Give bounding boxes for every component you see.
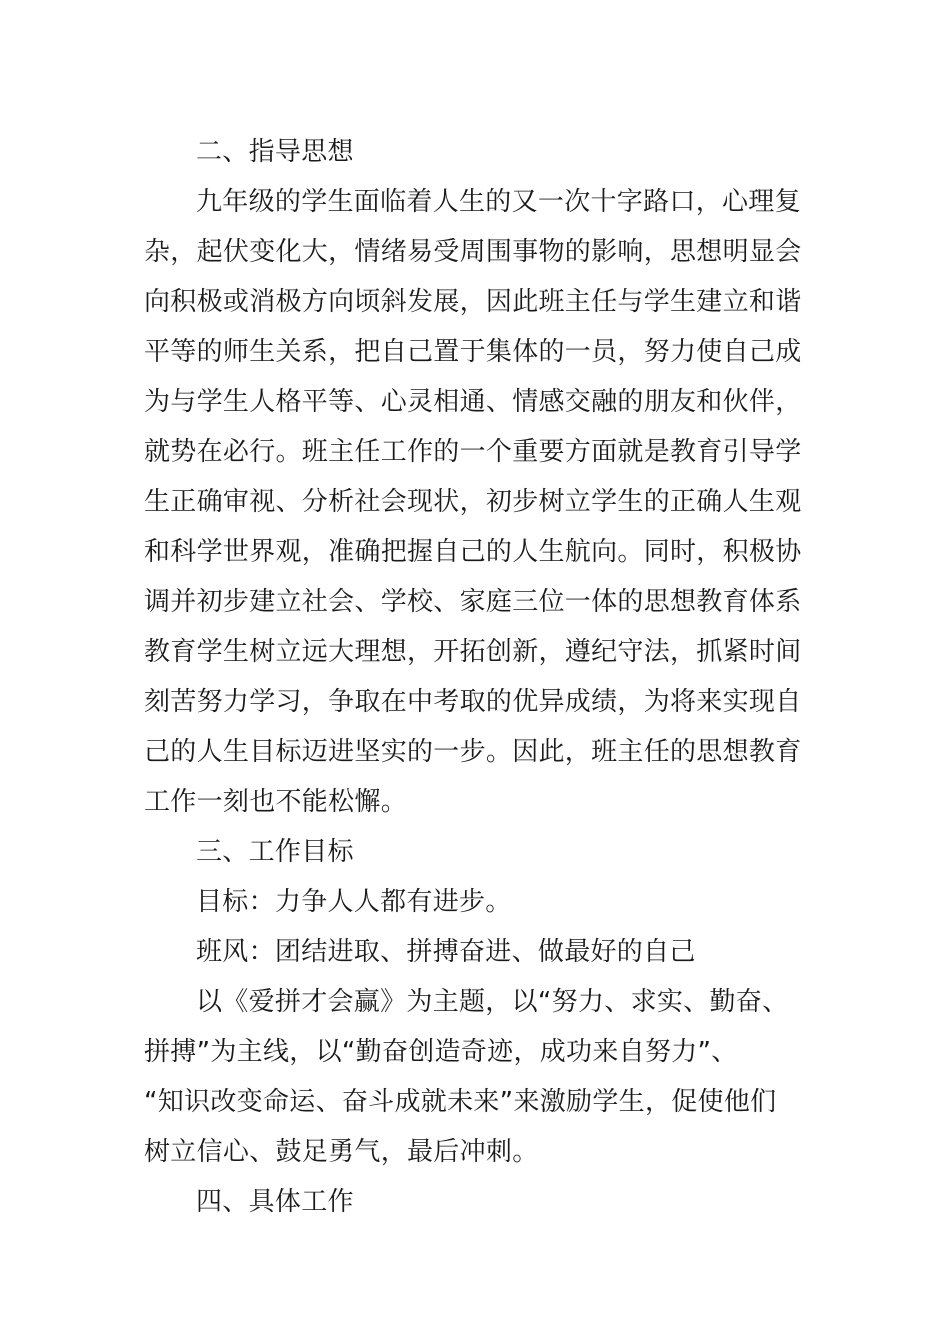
goal-line: 目标：力争人人都有进步。 (196, 887, 512, 917)
class-motto-line: 班风：团结进取、拼搏奋进、做最好的自己 (196, 937, 696, 967)
paragraph-line: 九年级的学生面临着人生的又一次十字路口，心理复 (196, 187, 801, 217)
paragraph-line: 为与学生人格平等、心灵相通、情感交融的朋友和伙伴， (144, 387, 802, 417)
paragraph-line: “知识改变命运、奋斗成就未来”来激励学生，促使他们 (144, 1087, 777, 1117)
paragraph-line: 拼搏”为主线，以“勤奋创造奇迹，成功来自努力”、 (144, 1037, 738, 1067)
section-heading-work-goals: 三、工作目标 (196, 837, 354, 867)
paragraph-line: 教育学生树立远大理想，开拓创新，遵纪守法，抓紧时间 (144, 637, 802, 667)
paragraph-line: 生正确审视、分析社会现状，初步树立学生的正确人生观 (144, 487, 802, 517)
paragraph-line: 树立信心、鼓足勇气，最后冲刺。 (144, 1137, 539, 1167)
paragraph-line: 平等的师生关系，把自己置于集体的一员，努力使自己成 (144, 337, 802, 367)
paragraph-line: 以《爱拼才会赢》为主题，以“努力、求实、勤奋、 (196, 987, 789, 1017)
paragraph-line: 和科学世界观，准确把握自己的人生航向。同时，积极协 (144, 537, 802, 567)
paragraph-line: 己的人生目标迈进坚实的一步。因此，班主任的思想教育 (144, 737, 802, 767)
paragraph-line: 调并初步建立社会、学校、家庭三位一体的思想教育体系 (144, 587, 802, 617)
section-heading-specific-work: 四、具体工作 (196, 1187, 354, 1217)
paragraph-line: 就势在必行。班主任工作的一个重要方面就是教育引导学 (144, 437, 802, 467)
paragraph-line: 工作一刻也不能松懈。 (144, 787, 408, 817)
paragraph-line: 向积极或消极方向顷斜发展，因此班主任与学生建立和谐 (144, 287, 802, 317)
document-body (144, 127, 810, 1227)
paragraph-line: 杂，起伏变化大，情绪易受周围事物的影响，思想明显会 (144, 237, 802, 267)
section-heading-guiding-ideology: 二、指导思想 (196, 137, 354, 167)
paragraph-line: 刻苦努力学习，争取在中考取的优异成绩，为将来实现自 (144, 687, 802, 717)
